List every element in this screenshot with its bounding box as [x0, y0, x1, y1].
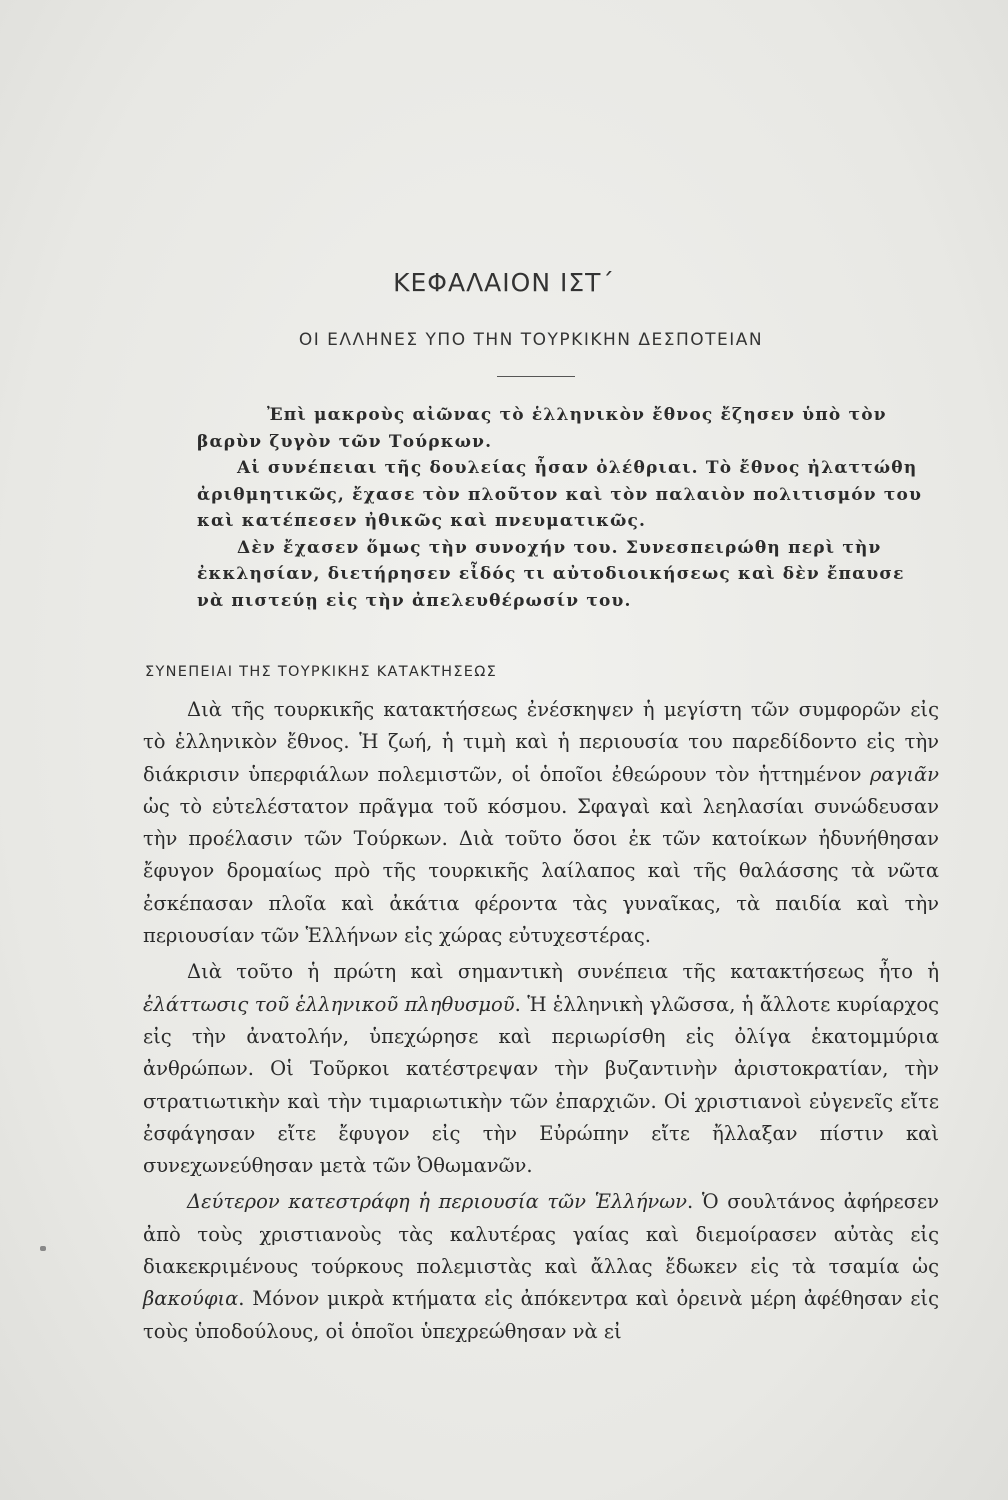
summary-paragraph: Ἐπὶ μακροὺς αἰῶνας τὸ ἑλληνικὸν ἔθνος ἔζησεν ὑπὸ τὸν βαρὺν ζυγὸν τῶν Τούρκων. — [197, 405, 887, 452]
text-run: Διὰ τῆς τουρκικῆς κατακτήσεως ἐνέσκηψεν ἡ μεγίστη τῶν συμφορῶν εἰς τὸ ἑλληνικὸν ἔθνος. Ἡ ζωή, ἡ τιμὴ καὶ ἡ περιουσία του παρεδίδοντο εἰς τὴν διάκρισιν ὑπερφιάλων πολεμιστῶν, οἱ ὁποῖοι ἐθεώρουν τὸν ἡττημένον — [143, 698, 939, 786]
title-divider — [497, 376, 575, 377]
chapter-subtitle: ΟΙ ΕΛΛΗΝΕΣ ΥΠΟ ΤΗΝ ΤΟΥΡΚΙΚΗΝ ΔΕΣΠΟΤΕΙΑΝ — [298, 330, 764, 350]
italic-term: βακούφια — [143, 1287, 239, 1311]
body-paragraph — [143, 694, 939, 952]
text-run: . Ὁ σουλτάνος ἀφήρεσεν ἀπὸ τοὺς χριστιανοὺς τὰς καλυτέρας γαίας καὶ διεμοίρασεν αὐτὰς εἰς διακεκριμένους τούρκους πολεμιστὰς καὶ ἄλλας ἔδωκεν εἰς τὰ τσαμία ὡς — [143, 1190, 939, 1279]
text-run: . Μόνον μικρὰ κτήματα εἰς ἀπόκεντρα καὶ ὀρεινὰ μέρη ἀφέθησαν εἰς τοὺς ὑποδούλους, οἱ ὁποῖοι ὑπεχρεώθησαν νὰ εἰ — [143, 1287, 939, 1343]
body-paragraph — [143, 956, 939, 1182]
body-paragraph — [143, 1186, 939, 1347]
summary-paragraph: Αἱ συνέπειαι τῆς δουλείας ἦσαν ὀλέθριαι. Τὸ ἔθνος ἠλαττώθη ἀριθμητικῶς, ἔχασε τὸν πλοῦτον καὶ τὸν παλαιὸν πολιτισμόν του καὶ κατέπεσεν ἠθικῶς καὶ πνευματικῶς. — [197, 458, 923, 531]
margin-speck — [40, 1246, 46, 1251]
text-run: Διὰ τοῦτο ἡ πρώτη καὶ σημαντικὴ συνέπεια τῆς κατακτήσεως ἦτο ἡ — [187, 960, 939, 984]
text-run: ὡς τὸ εὐτελέστατον πρᾶγμα τοῦ κόσμου. Σφαγαὶ καὶ λεηλασίαι συνώδευσαν τὴν προέλασιν τῶν Τούρκων. Διὰ τοῦτο ὅσοι ἐκ τῶν κατοίκων ἠδυνήθησαν ἔφυγον δρομαίως πρὸ τῆς τουρκικῆς λαίλαπος καὶ τῆς θαλάσσης τὰ νῶτα ἐσκέπασαν πλοῖα καὶ ἀκάτια φέροντα τὰς γυναῖκας, τὰ παιδία καὶ τὴν περιουσίαν τῶν Ἑλλήνων εἰς χώρας εὐτυχεστέρας. — [143, 794, 939, 948]
chapter-title: ΚΕΦΑΛΑΙΟΝ ΙΣΤ΄ — [393, 268, 615, 297]
text-run: . Ἡ ἑλληνικὴ γλῶσσα, ἡ ἄλλοτε κυρίαρχος εἰς τὴν ἀνατολήν, ὑπεχώρησε καὶ περιωρίσθη εἰς ὀλίγα ἑκατομμύρια ἀνθρώπων. Οἱ Τοῦρκοι κατέστρεψαν τὴν βυζαντινὴν ἀριστοκρατίαν, τὴν στρατιωτικὴν καὶ τὴν τιμαριωτικὴν τῶν ἐπαρχιῶν. Οἱ χριστιανοὶ εὐγενεῖς εἴτε ἐσφάγησαν εἴτε ἔφυγον εἰς τὴν Εὐρώπην εἴτε ἤλλαξαν πίστιν καὶ συνεχωνεύθησαν μετὰ τῶν Ὀθωμανῶν. — [143, 992, 939, 1178]
summary-paragraph: Δὲν ἔχασεν ὅμως τὴν συνοχήν του. Συνεσπειρώθη περὶ τὴν ἐκκλησίαν, διετήρησεν εἶδός τι αὐτοδιοικήσεως καὶ δὲν ἔπαυσε νὰ πιστεύῃ εἰς τὴν ἀπελευθέρωσίν του. — [197, 537, 905, 611]
body-text — [143, 694, 939, 1348]
italic-term: Δεύτερον κατεστράφη ἡ περιουσία τῶν Ἑλλήνων — [187, 1190, 687, 1214]
section-heading: ΣΥΝΕΠΕΙΑΙ ΤΗΣ ΤΟΥΡΚΙΚΗΣ ΚΑΤΑΚΤΗΣΕΩΣ — [145, 664, 498, 680]
italic-term: ραγιᾶν — [870, 762, 939, 786]
italic-term: ἐλάττωσις τοῦ ἑλληνικοῦ πληθυσμοῦ — [143, 992, 515, 1016]
chapter-summary — [197, 402, 937, 614]
